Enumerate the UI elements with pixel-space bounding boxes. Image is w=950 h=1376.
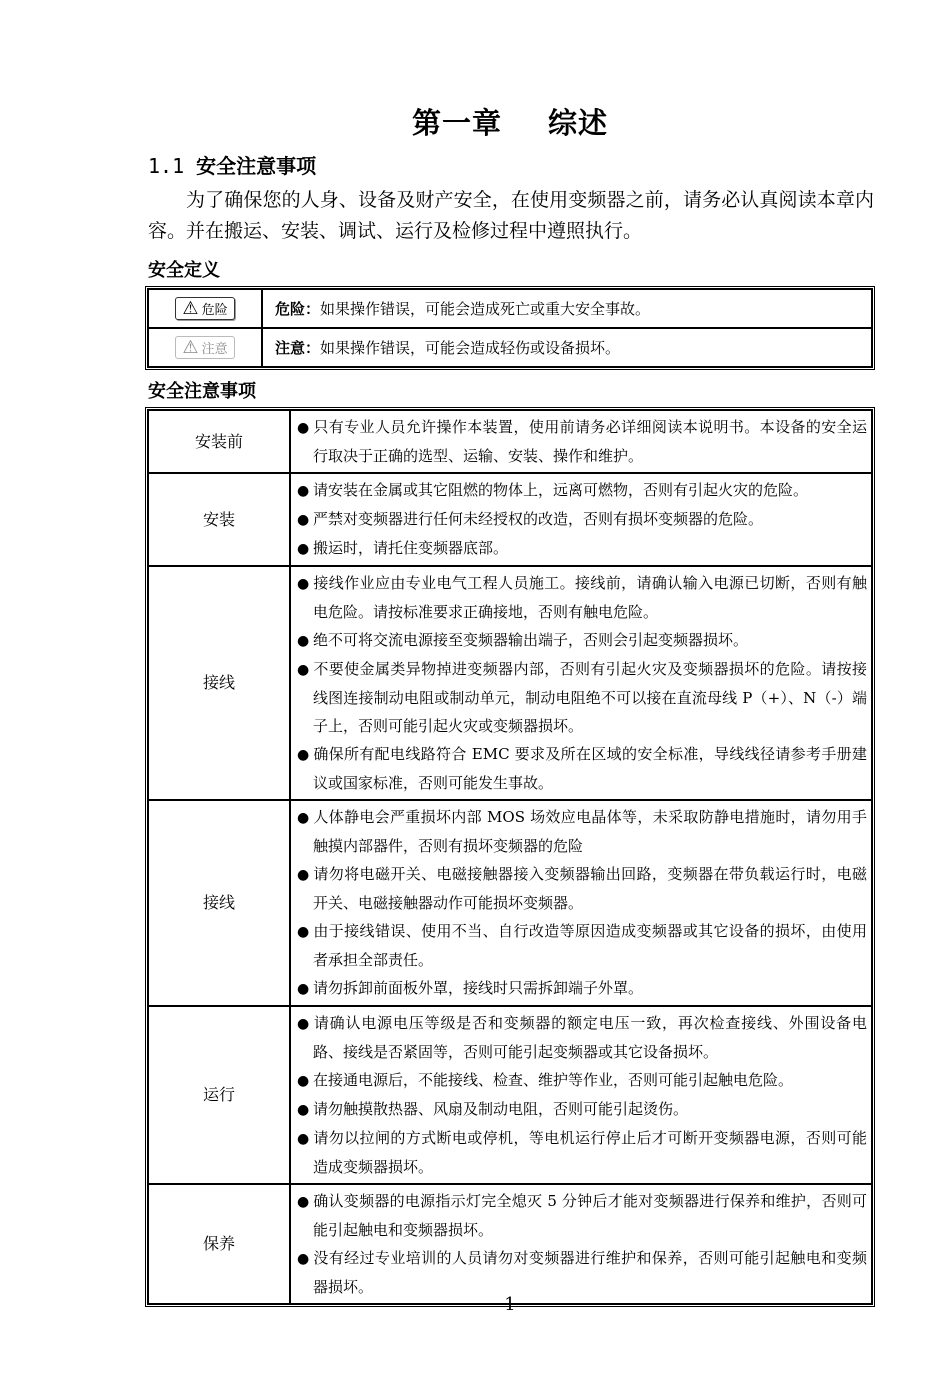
chapter-number: 第一章 — [411, 106, 502, 140]
precaution-item: ● 请安装在金属或其它阻燃的物体上，远离可燃物，否则有引起火灾的危险。 — [297, 476, 867, 505]
precaution-items — [290, 410, 872, 473]
chapter-title — [0, 101, 950, 142]
precaution-category: 安装 — [148, 473, 290, 566]
precaution-category: 接线 — [148, 566, 290, 800]
chapter-name: 综述 — [548, 106, 609, 140]
precaution-item: ● 搬运时，请托住变频器底部。 — [297, 534, 867, 563]
precaution-items — [290, 800, 872, 1006]
warning-badge-label: 注意 — [201, 342, 228, 357]
precaution-row — [148, 1006, 872, 1184]
intro-paragraph: 为了确保您的人身、设备及财产安全，在使用变频器之前，请务必认真阅读本章内容。并在搬运、安装、调试、运行及检修过程中遵照执行。 — [148, 189, 874, 242]
precaution-items — [290, 1184, 872, 1304]
precaution-items — [290, 566, 872, 800]
precaution-category: 安装前 — [148, 410, 290, 473]
definition-icon-cell — [148, 289, 262, 328]
section-number: 1.1 — [148, 154, 185, 178]
definition-text: 如果操作错误，可能会造成死亡或重大安全事故。 — [320, 300, 651, 318]
precautions-table — [145, 407, 875, 1307]
definition-term: 注意： — [275, 339, 321, 357]
precaution-category: 运行 — [148, 1006, 290, 1184]
definition-icon-cell — [148, 328, 262, 367]
precaution-item: ● 请确认电源电压等级是否和变频器的额定电压一致，再次检查接线、外围设备电路、接线是否紧固等，否则可能引起变频器或其它设备损坏。 — [297, 1009, 867, 1066]
precaution-category: 保养 — [148, 1184, 290, 1304]
page-number: 1 — [504, 1294, 516, 1315]
warning-triangle-icon: ⚠ — [182, 297, 199, 319]
definition-row — [148, 328, 872, 367]
precaution-item: ● 请勿拆卸前面板外罩，接线时只需拆卸端子外罩。 — [297, 974, 867, 1003]
precaution-item: ● 确保所有配电线路符合 EMC 要求及所在区域的安全标准，导线线径请参考手册建议或国家标准，否则可能发生事故。 — [297, 740, 867, 797]
precaution-items — [290, 1006, 872, 1184]
precaution-row — [148, 1184, 872, 1304]
precaution-item: ● 不要使金属类异物掉进变频器内部，否则有引起火灾及变频器损坏的危险。请按接线图连接制动电阻或制动单元，制动电阻绝不可以接在直流母线 P（+）、N（-）端子上，否则可能引起火灾或变频器损坏。 — [297, 655, 867, 740]
precaution-item: ● 绝不可将交流电源接至变频器输出端子，否则会引起变频器损坏。 — [297, 626, 867, 655]
precaution-row — [148, 566, 872, 800]
precaution-item: ● 由于接线错误、使用不当、自行改造等原因造成变频器或其它设备的损坏，由使用者承担全部责任。 — [297, 917, 867, 974]
definition-text-cell — [262, 289, 872, 328]
section-title — [148, 150, 316, 179]
precaution-category: 接线 — [148, 800, 290, 1006]
precaution-row — [148, 410, 872, 473]
section-name: 安全注意事项 — [196, 154, 317, 178]
warning-triangle-icon: ⚠ — [182, 336, 199, 358]
precaution-item: ● 请勿以拉闸的方式断电或停机，等电机运行停止后才可断开变频器电源，否则可能造成变频器损坏。 — [297, 1124, 867, 1181]
safety-definition-table — [145, 286, 875, 370]
definition-term: 危险： — [275, 300, 321, 318]
precaution-item: ● 请勿将电磁开关、电磁接触器接入变频器输出回路，变频器在带负载运行时，电磁开关、电磁接触器动作可能损坏变频器。 — [297, 860, 867, 917]
warning-badge — [175, 297, 234, 320]
precaution-item: ● 人体静电会严重损坏内部 MOS 场效应电晶体等，未采取防静电措施时，请勿用手触摸内部器件，否则有损坏变频器的危险 — [297, 803, 867, 860]
precaution-item: ● 确认变频器的电源指示灯完全熄灭 5 分钟后才能对变频器进行保养和维护，否则可能引起触电和变频器损坏。 — [297, 1187, 867, 1244]
precaution-row — [148, 800, 872, 1006]
precaution-item: ● 在接通电源后，不能接线、检查、维护等作业，否则可能引起触电危险。 — [297, 1066, 867, 1095]
warning-badge-label: 危险 — [201, 303, 228, 318]
safety-definition-heading: 安全定义 — [148, 260, 220, 281]
definition-row — [148, 289, 872, 328]
precaution-item: ● 请勿触摸散热器、风扇及制动电阻，否则可能引起烫伤。 — [297, 1095, 867, 1124]
precaution-row — [148, 473, 872, 566]
precaution-items — [290, 473, 872, 566]
warning-badge — [175, 336, 234, 359]
definition-text-cell — [262, 328, 872, 367]
precaution-item: ● 只有专业人员允许操作本装置，使用前请务必详细阅读本说明书。本设备的安全运行取决于正确的选型、运输、安装、操作和维护。 — [297, 413, 867, 470]
definition-text: 如果操作错误，可能会造成轻伤或设备损坏。 — [320, 339, 621, 357]
precaution-item: ● 接线作业应由专业电气工程人员施工。接线前，请确认输入电源已切断，否则有触电危险。请按标准要求正确接地，否则有触电危险。 — [297, 569, 867, 626]
precaution-item: ● 严禁对变频器进行任何未经授权的改造，否则有损坏变频器的危险。 — [297, 505, 867, 534]
precaution-item: ● 没有经过专业培训的人员请勿对变频器进行维护和保养，否则可能引起触电和变频器损坏。 — [297, 1244, 867, 1301]
precautions-heading: 安全注意事项 — [148, 381, 256, 402]
